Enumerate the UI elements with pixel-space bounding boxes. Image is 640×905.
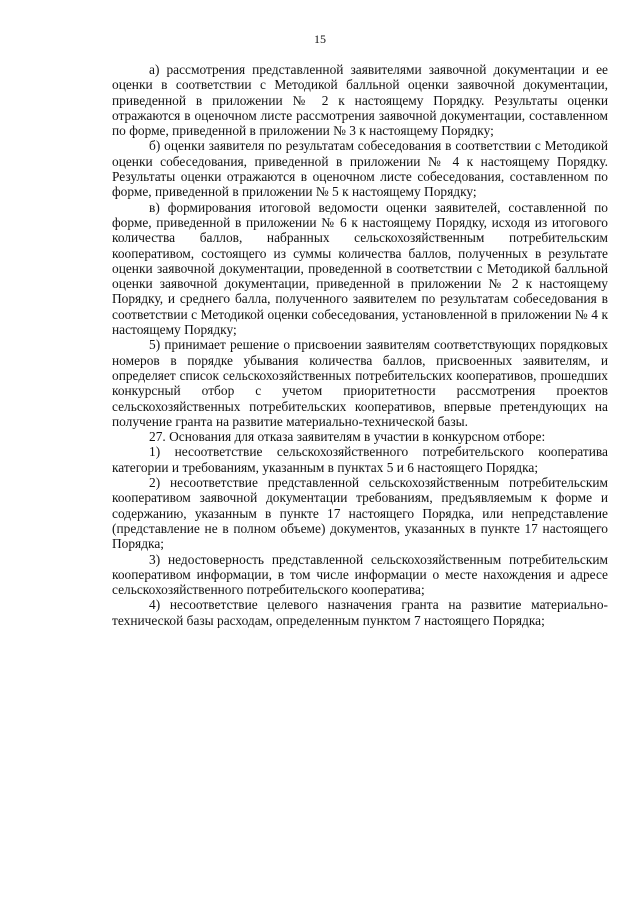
paragraph-ground-4: 4) несоответствие целевого назначения гранта на развитие материально-технической базы расходам, определенным пунктом 7 настоящего Порядка; [112, 597, 608, 628]
paragraph-item-5: 5) принимает решение о присвоении заявителям соответствующих порядковых номеров в порядке убывания количества баллов, присвоенных заявителям, и определяет список сельскохозяйственных потребительских кооперативов, прошедших конкурсный отбор с учетом приоритетности рассмотрения проектов сельскохозяйственных потребительских кооперативов, впервые претендующих на получение гранта на развитие материально-технической базы. [112, 337, 608, 429]
paragraph-ground-1: 1) несоответствие сельскохозяйственного потребительского кооператива категории и требованиям, указанным в пунктах 5 и 6 настоящего Порядка; [112, 444, 608, 475]
paragraph-ground-3: 3) недостоверность представленной сельскохозяйственным потребительским кооперативом информации, в том числе информации о месте нахождения и адресе сельскохозяйственного потребительского кооператива; [112, 551, 608, 598]
paragraph-section-27: 27. Основания для отказа заявителям в участии в конкурсном отборе: [149, 429, 546, 445]
paragraph-item-a: а) рассмотрения представленной заявителями заявочной документации и ее оценки в соответствии с Методикой балльной оценки заявочной документации, приведенной в приложении № 2 к настоящему Порядку. Результаты оценки отражаются в оценочном листе рассмотрения заявочной документации, составленном по форме, приведенной в приложении № 3 к настоящему Порядку; [112, 62, 608, 139]
page-number: 15 [314, 32, 326, 46]
paragraph-ground-2: 2) несоответствие представленной сельскохозяйственным потребительским кооперативом заявочной документации требованиям, предъявляемым к форме и содержанию, указанным в пункте 17 настоящего Порядка, или непредставление (представление не в полном объеме) документов, указанных в пункте 17 настоящего Порядка; [112, 475, 608, 552]
paragraph-item-b: б) оценки заявителя по результатам собеседования в соответствии с Методикой оценки собеседования, приведенной в приложении № 4 к настоящему Порядку. Результаты оценки отражаются в оценочном листе собеседования, составленном по форме, приведенной в приложении № 5 к настоящему Порядку; [112, 138, 608, 200]
document-body [112, 62, 608, 628]
paragraph-item-v: в) формирования итоговой ведомости оценки заявителей, составленной по форме, приведенной в приложении № 6 к настоящему Порядку, исходя из итогового количества баллов, набранных сельскохозяйственным потребительским кооперативом, состоящего из суммы количества баллов, полученных в результате оценки заявочной документации, проведенной в соответствии с Методикой балльной оценки заявочной документации, приведенной в приложении № 2 к настоящему Порядку, и среднего балла, полученного заявителем по результатам собеседования в соответствии с Методикой оценки собеседования, установленной в приложении № 4 к настоящему Порядку; [112, 199, 608, 338]
